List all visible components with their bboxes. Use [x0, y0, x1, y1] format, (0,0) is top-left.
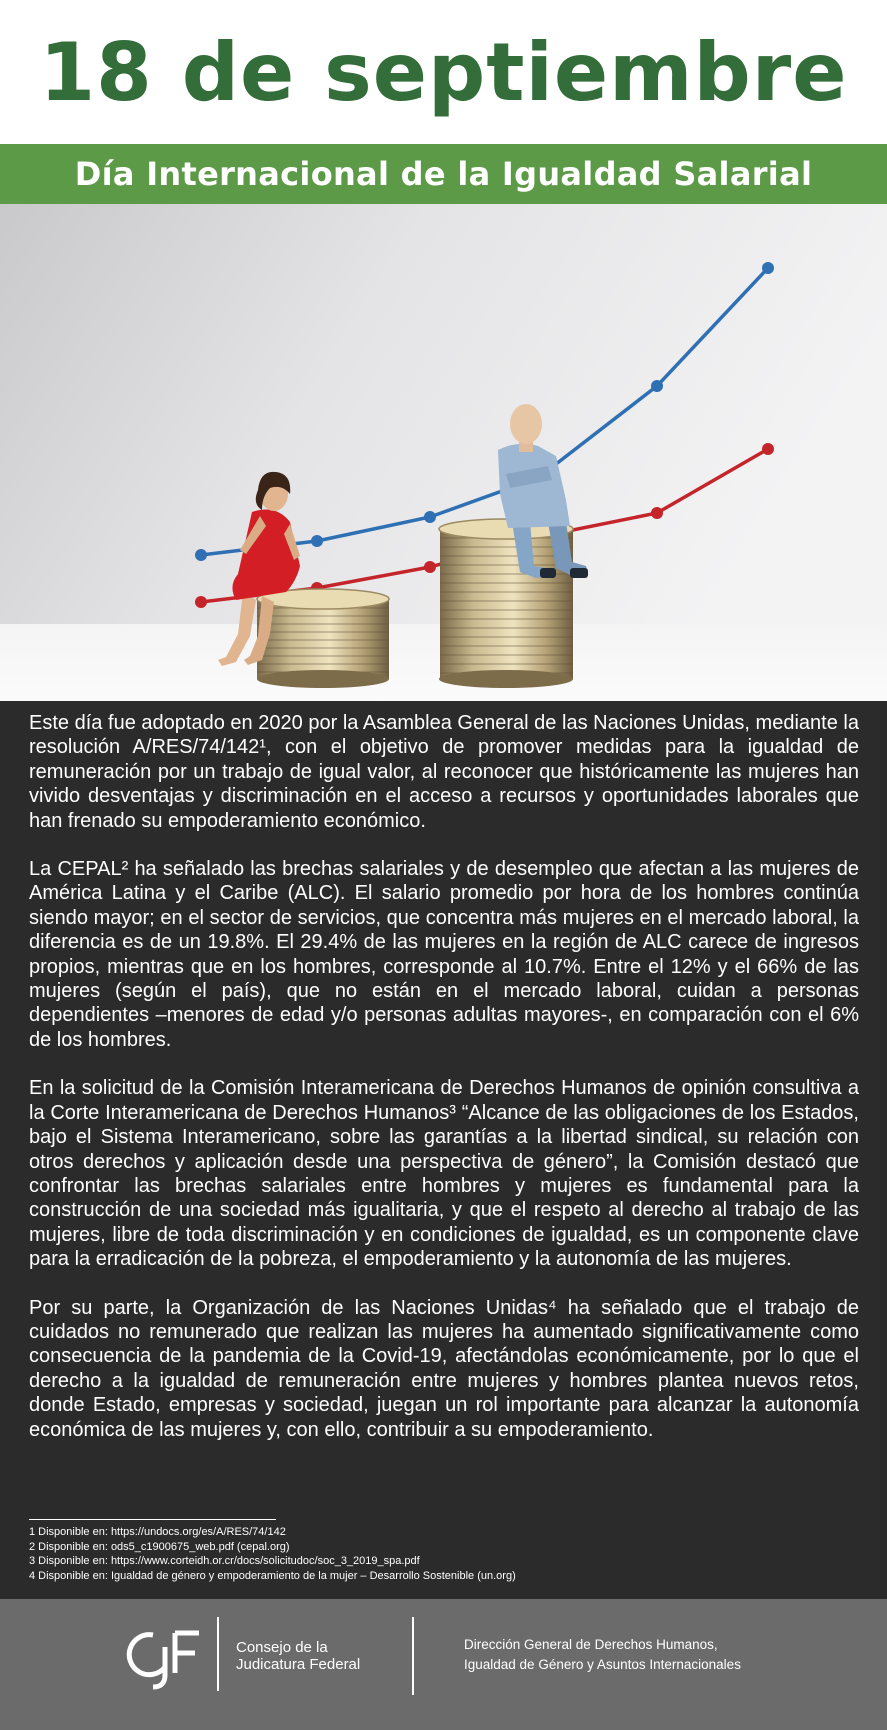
blue-point — [424, 511, 436, 523]
blue-point — [311, 535, 323, 547]
blue-point — [762, 262, 774, 274]
short-coin-stack — [257, 589, 389, 688]
date-header — [0, 0, 887, 144]
footnote-3[interactable]: 3 Disponible en: https://www.corteidh.or.cr/docs/solicitudoc/soc_3_2019_spa.pdf — [29, 1555, 420, 1567]
blue-point — [651, 380, 663, 392]
paragraph-2: La CEPAL² ha señalado las brechas salariales y de desempleo que afectan a las mujeres de América Latina y el Caribe (ALC). El salario promedio por hora de los hombres continúa siendo mayor; en el sector de servicios, que concentra más mujeres en el mercado laboral, la diferencia es de un 19.8%. El 29.4% de las mujeres en la región de ALC carece de ingresos propios, mientras que en los hombres, corresponde al 10.7%. Entre el 12% y el 66% de las mujeres (según el país), que no están en el mercado laboral, cuidan a personas dependientes –menores de edad y/o personas adultas mayores-, en comparación con el 6% de los hombres. — [29, 858, 859, 1051]
footer-divider — [412, 1617, 414, 1695]
date-title: 18 de septiembre — [39, 26, 848, 119]
paragraph-4: Por su parte, la Organización de las Naciones Unidas⁴ ha señalado que el trabajo de cuidados no remunerado que realizan las mujeres ha aumentado significativamente como consecuencia de la pandemia de la Covid-19, afectándolas económicamente, por lo que el derecho a la igualdad de remuneración entre mujeres y hombres plantea nuevos retos, donde Estado, empresas y sociedad, juegan un rol importante para alcanzar la autonomía económica de las mujeres y, con ello, contribuir a su empoderamiento. — [29, 1296, 859, 1441]
hero-illustration — [0, 204, 887, 701]
institution-name-line-2: Judicatura Federal — [236, 1656, 361, 1673]
red-point — [651, 507, 663, 519]
footnote-1[interactable]: 1 Disponible en: https://undocs.org/es/A/RES/74/142 — [29, 1526, 286, 1538]
department-name-line-2: Igualdad de Género y Asuntos Internacionales — [464, 1657, 741, 1672]
red-point — [195, 596, 207, 608]
text-panel — [0, 701, 887, 1599]
paragraph-1: Este día fue adoptado en 2020 por la Asamblea General de las Naciones Unidas, mediante la resolución A/RES/74/142¹, con el objetivo de promover medidas para la igualdad de remuneración por un trabajo de igual valor, al reconocer que históricamente las mujeres han vivido desventajas y discriminación en el acceso a recursos y oportunidades laborales que han frenado su empoderamiento económico. — [29, 712, 859, 832]
article-body — [29, 711, 859, 1442]
department-name — [464, 1635, 741, 1675]
footer — [0, 1599, 887, 1730]
footnote-divider — [29, 1519, 276, 1520]
institution-name — [236, 1639, 360, 1673]
footnote-2[interactable]: 2 Disponible en: ods5_c1900675_web.pdf (cepal.org) — [29, 1540, 290, 1553]
department-name-line-1: Dirección General de Derechos Humanos, — [464, 1637, 718, 1652]
red-point — [424, 561, 436, 573]
footnote-4[interactable]: 4 Disponible en: Igualdad de género y empoderamiento de la mujer – Desarrollo Sostenible (un.org) — [29, 1569, 516, 1582]
logo-divider — [217, 1617, 219, 1691]
institution-name-line-1: Consejo de la — [236, 1639, 328, 1656]
footnotes — [29, 1525, 859, 1583]
cjf-logo-icon — [125, 1621, 205, 1701]
subtitle-band — [0, 144, 887, 204]
red-point — [762, 443, 774, 455]
subtitle: Día Internacional de la Igualdad Salarial — [74, 155, 813, 193]
blue-point — [195, 549, 207, 561]
paragraph-3: En la solicitud de la Comisión Interamericana de Derechos Humanos de opinión consultiva a la Corte Interamericana de Derechos Humanos³ “Alcance de las obligaciones de los Estados, bajo el Sistema Interamericano, sobre las garantías a la libertad sindical, su relación con otros derechos y aplicación desde una perspectiva de género”, la Comisión destacó que confrontar las brechas salariales entre hombres y mujeres es fundamental para la construcción de una sociedad más igualitaria, y que el respeto al derecho al trabajo de las mujeres, libre de toda discriminación y en condiciones de igualdad, es un componente clave para la erradicación de la pobreza, el empoderamiento y la autonomía de las mujeres. — [29, 1077, 859, 1271]
